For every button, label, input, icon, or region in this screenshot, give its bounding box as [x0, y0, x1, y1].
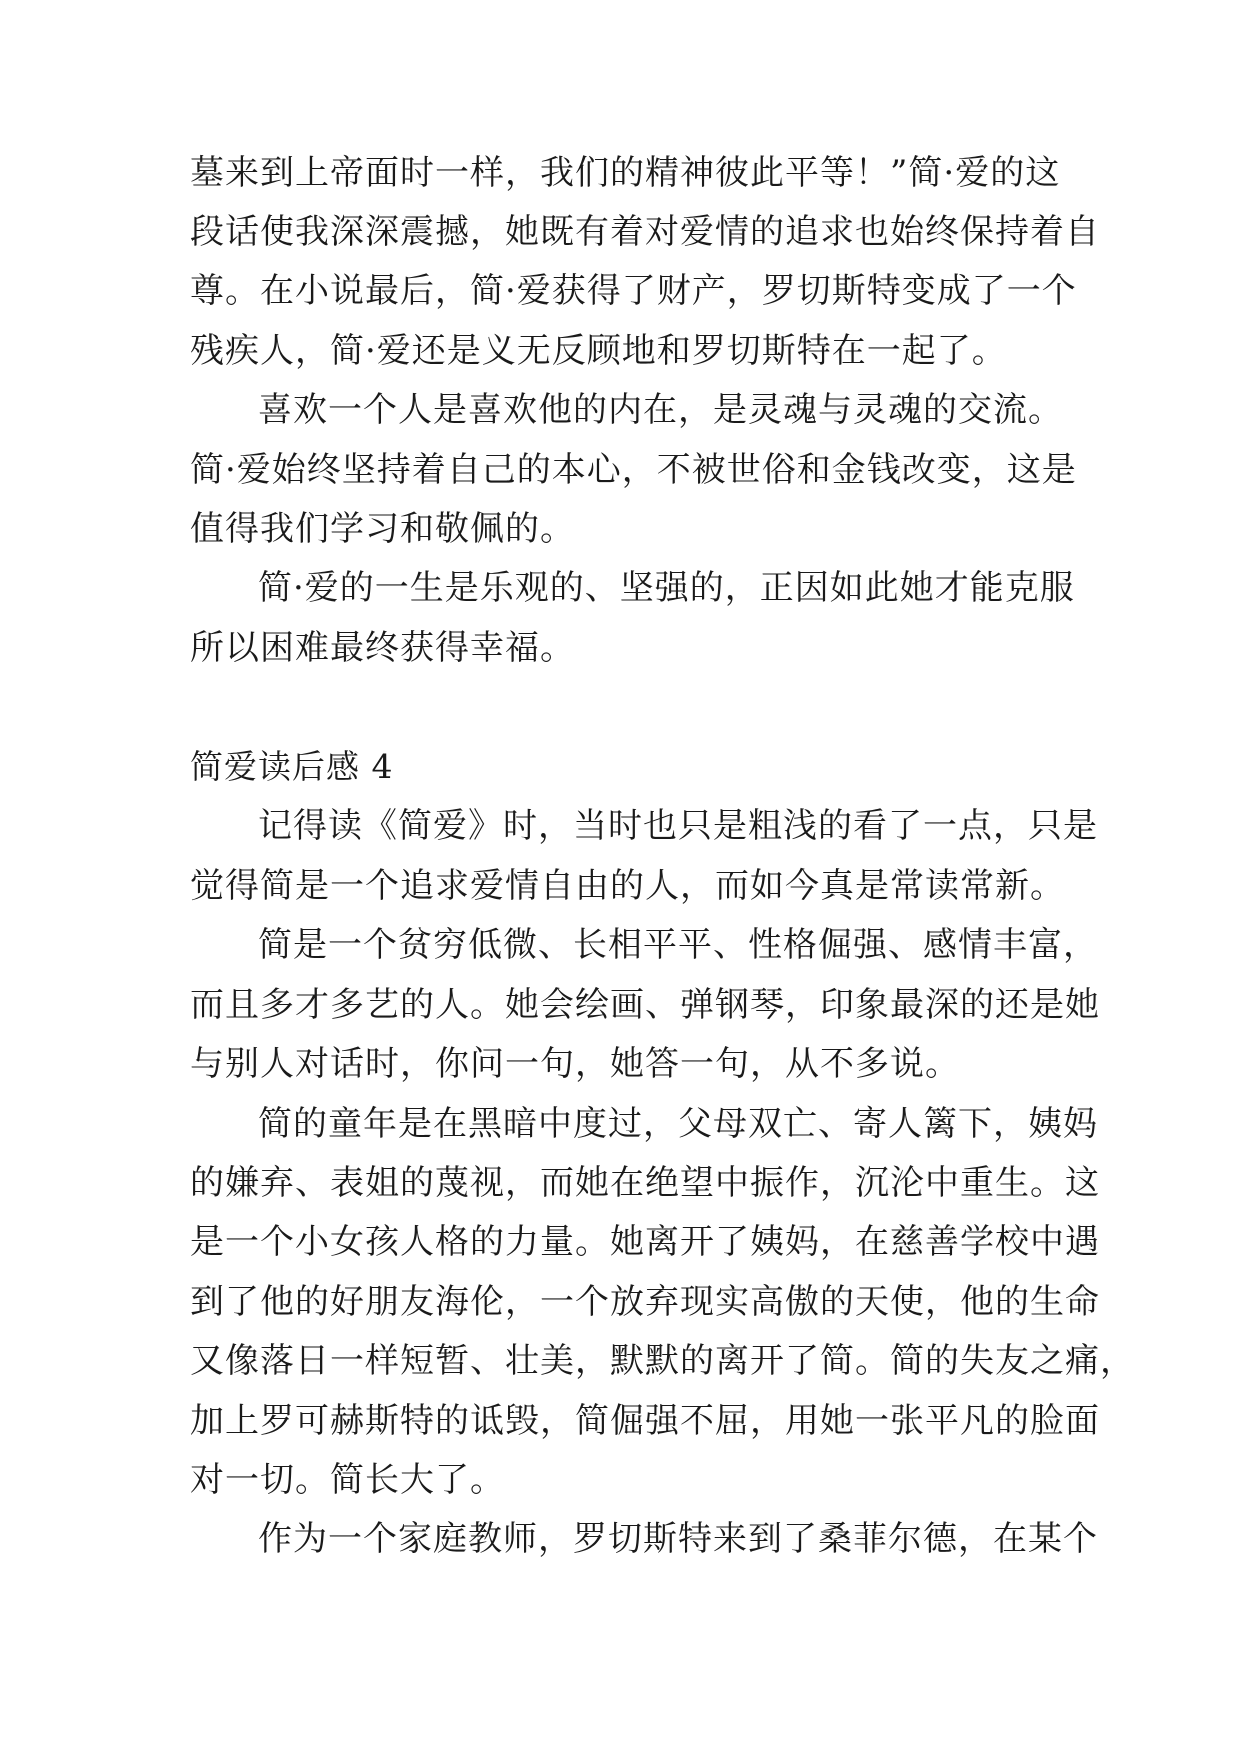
paragraph-first-line: 作为一个家庭教师，罗切斯特来到了桑菲尔德，在某个	[258, 1519, 1098, 1559]
text-line: 墓来到上帝面时一样，我们的精神彼此平等！”简·爱的这	[190, 153, 1061, 193]
text-line: 段话使我深深震撼，她既有着对爱情的追求也始终保持着自	[190, 212, 1100, 252]
text-line: 觉得简是一个追求爱情自由的人，而如今真是常读常新。	[190, 866, 1065, 906]
paragraph-first-line: 简的童年是在黑暗中度过，父母双亡、寄人篱下，姨妈	[258, 1104, 1098, 1144]
text-line: 加上罗可赫斯特的诋毁，简倔强不屈，用她一张平凡的脸面	[190, 1401, 1100, 1441]
text-line: 是一个小女孩人格的力量。她离开了姨妈，在慈善学校中遇	[190, 1222, 1100, 1262]
text-line: 到了他的好朋友海伦，一个放弃现实高傲的天使，他的生命	[190, 1282, 1100, 1322]
paragraph-first-line: 简·爱的一生是乐观的、坚强的，正因如此她才能克服	[258, 568, 1075, 608]
text-line: 残疾人，简·爱还是义无反顾地和罗切斯特在一起了。	[190, 331, 1007, 371]
text-line: 值得我们学习和敬佩的。	[190, 509, 575, 549]
paragraph-first-line: 喜欢一个人是喜欢他的内在，是灵魂与灵魂的交流。	[258, 390, 1063, 430]
text-line: 所以困难最终获得幸福。	[190, 628, 575, 668]
paragraph-first-line: 简是一个贫穷低微、长相平平、性格倔强、感情丰富，	[258, 925, 1098, 965]
text-line: 与别人对话时，你问一句，她答一句，从不多说。	[190, 1044, 960, 1084]
section-heading: 简爱读后感 4	[190, 747, 394, 786]
paragraph-first-line: 记得读《简爱》时，当时也只是粗浅的看了一点，只是	[258, 806, 1098, 846]
text-line: 尊。在小说最后，简·爱获得了财产，罗切斯特变成了一个	[190, 271, 1077, 311]
text-line: 的嫌弃、表姐的蔑视，而她在绝望中振作，沉沦中重生。这	[190, 1163, 1100, 1203]
text-line: 而且多才多艺的人。她会绘画、弹钢琴，印象最深的还是她	[190, 985, 1100, 1025]
text-line: 又像落日一样短暂、壮美，默默的离开了简。简的失友之痛，	[190, 1341, 1135, 1381]
text-line: 简·爱始终坚持着自己的本心，不被世俗和金钱改变，这是	[190, 450, 1077, 490]
text-line: 对一切。简长大了。	[190, 1460, 505, 1500]
